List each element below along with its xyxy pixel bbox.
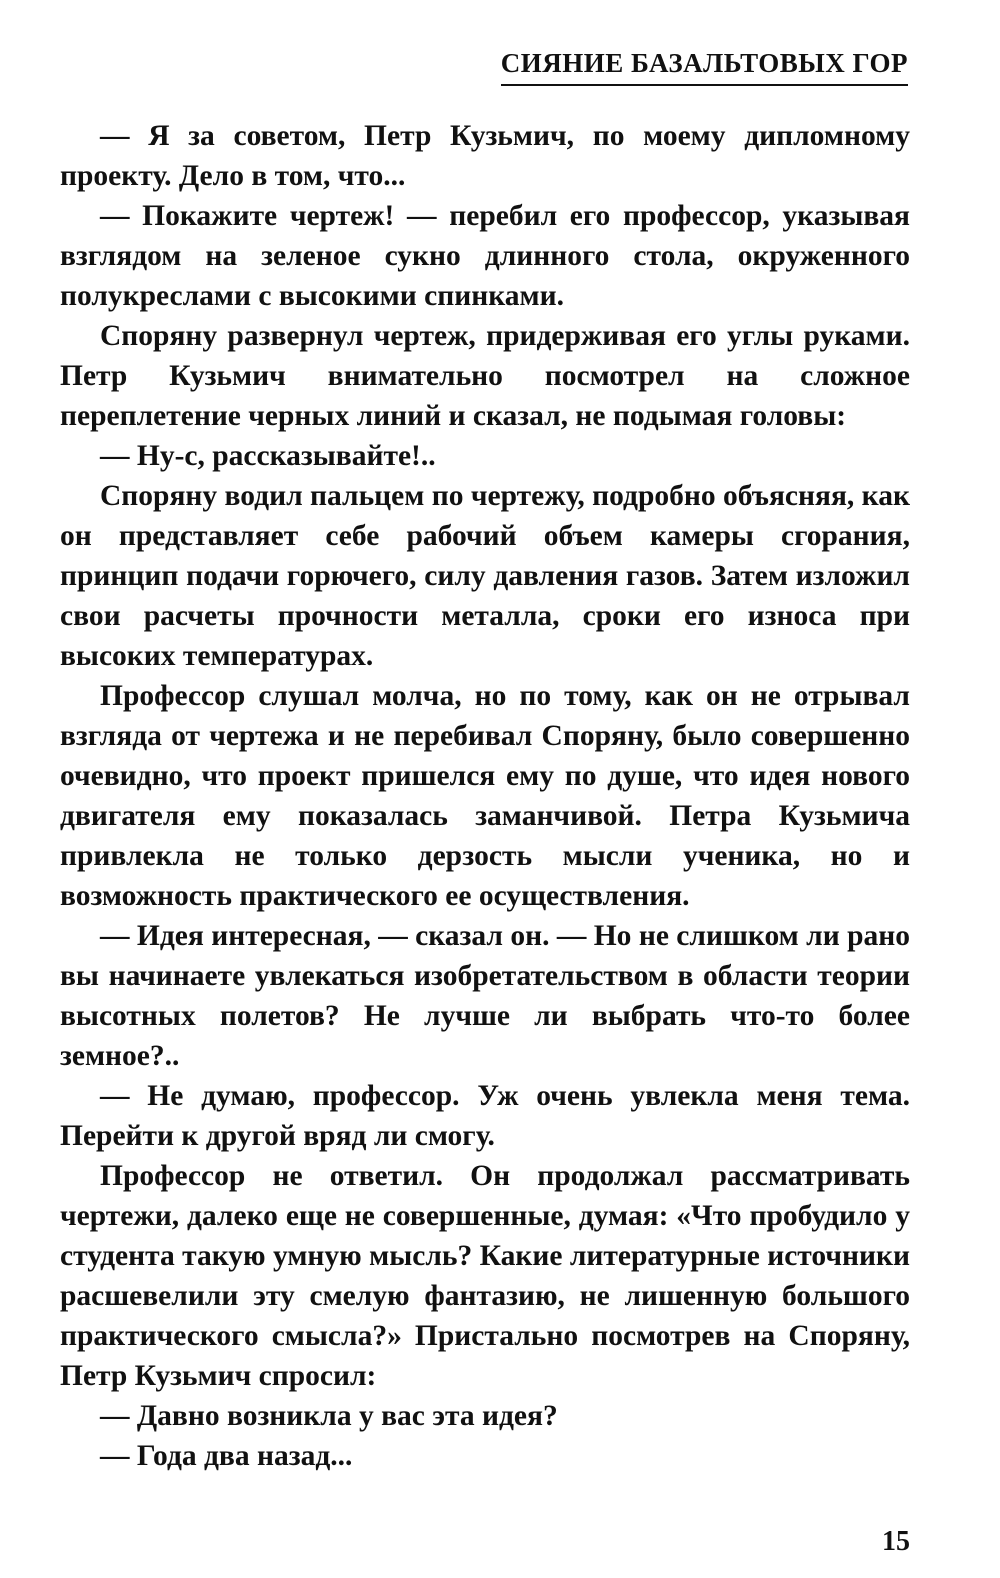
running-head-title: СИЯНИЕ БАЗАЛЬТОВЫХ ГОР <box>501 48 908 86</box>
paragraph: — Я за советом, Петр Кузьмич, по моему дипломному проекту. Дело в том, что... <box>60 120 910 192</box>
paragraph: — Года два назад... <box>100 1440 353 1472</box>
paragraph: Споряну развернул чертеж, придерживая его углы руками. Петр Кузьмич внимательно посмотрел на сложное переплетение черных линий и сказал, не подымая головы: <box>60 320 910 432</box>
paragraph: — Ну-с, рассказывайте!.. <box>100 440 436 472</box>
paragraph: — Не думаю, профессор. Уж очень увлекла меня тема. Перейти к другой вряд ли смогу. <box>60 1080 910 1152</box>
paragraph: Профессор не ответил. Он продолжал рассматривать чертежи, далеко еще не совершенные, думая: «Что пробудило у студента такую умную мысль? Какие литературные источники расшевелили эту смелую фантазию, не лишенную большого практического смысла?» Пристально посмотрев на Споряну, Петр Кузьмич спросил: <box>60 1160 910 1392</box>
body-text <box>60 116 910 1476</box>
paragraph: Профессор слушал молча, но по тому, как он не отрывал взгляда от чертежа и не перебивал Споряну, было совершенно очевидно, что проект пришелся ему по душе, что идея нового двигателя ему показалась заманчивой. Петра Кузьмича привлекла не только дерзость мысли ученика, но и возможность практического ее осуществления. <box>60 680 910 912</box>
page-number: 15 <box>882 1526 910 1557</box>
paragraph: — Покажите чертеж! — перебил его профессор, указывая взглядом на зеленое сукно длинного стола, окруженного полукреслами с высокими спинками. <box>60 200 910 312</box>
paragraph: — Идея интересная, — сказал он. — Но не слишком ли рано вы начинаете увлекаться изобретательством в области теории высотных полетов? Не лучше ли выбрать что-то более земное?.. <box>60 920 910 1072</box>
paragraph: Споряну водил пальцем по чертежу, подробно объясняя, как он представляет себе рабочий объем камеры сгорания, принцип подачи горючего, силу давления газов. Затем изложил свои расчеты прочности металла, сроки его износа при высоких температурах. <box>60 480 910 672</box>
paragraph: — Давно возникла у вас эта идея? <box>100 1400 558 1432</box>
